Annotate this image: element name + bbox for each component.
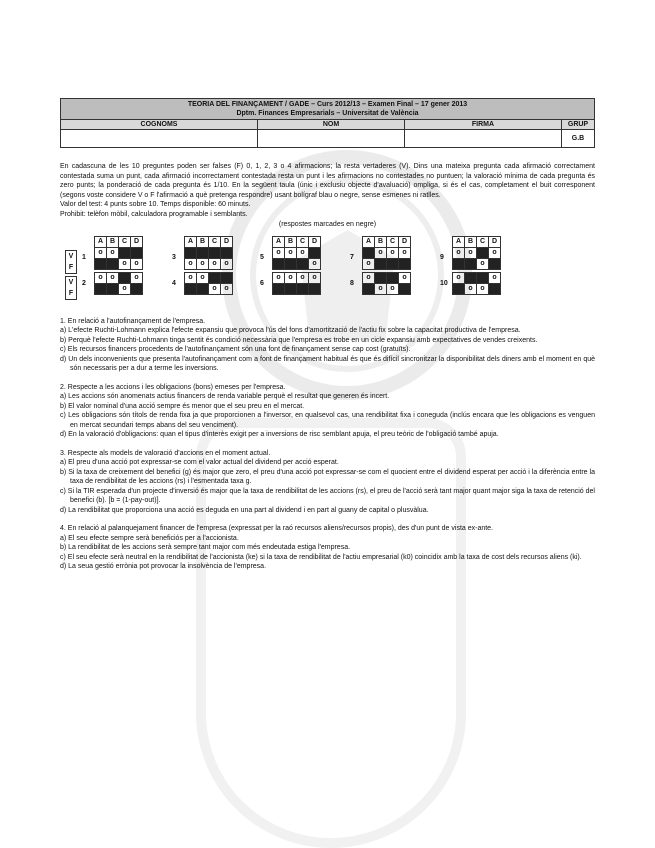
question-number-4: 4 (172, 279, 176, 287)
col-grup: GRUP (562, 120, 595, 130)
answer-bubble[interactable]: o (453, 247, 465, 258)
answer-bubble[interactable]: o (273, 272, 285, 283)
column-header: A (453, 236, 465, 247)
answer-bubble[interactable] (375, 258, 387, 269)
question-number-10: 10 (440, 279, 448, 287)
column-header: A (185, 236, 197, 247)
instructions (60, 162, 595, 230)
answer-table-1 (94, 236, 143, 270)
answer-bubble[interactable] (309, 283, 321, 294)
column-header: A (363, 236, 375, 247)
column-header: C (387, 236, 399, 247)
answer-bubble[interactable]: o (399, 272, 411, 283)
answer-bubble[interactable]: o (119, 258, 131, 269)
answer-bubble[interactable] (209, 247, 221, 258)
question-number-6: 6 (260, 279, 264, 287)
answer-table-7 (362, 236, 411, 270)
answer-grid (60, 236, 595, 308)
answer-bubble[interactable] (309, 247, 321, 258)
answer-table-9 (452, 236, 501, 270)
answer-bubble[interactable]: o (489, 247, 501, 258)
column-header: A (95, 236, 107, 247)
answer-bubble[interactable] (465, 258, 477, 269)
answer-bubble[interactable] (453, 283, 465, 294)
answer-bubble[interactable] (363, 283, 375, 294)
answer-bubble[interactable]: o (131, 258, 143, 269)
col-firma: FIRMA (405, 120, 562, 130)
statement-d: d) La seua gestió errònia pot provocar la insolvència de l'empresa. (60, 563, 267, 570)
answer-bubble[interactable] (95, 258, 107, 269)
col-cognoms: COGNOMS (61, 120, 258, 130)
statement-b: b) La rendibilitat de les accions serà sempre tant major com més endeutada estiga l'empresa. (60, 544, 351, 551)
question-stem: 1. En relació a l'autofinançament de l'empresa. (60, 317, 206, 325)
answer-bubble[interactable] (477, 272, 489, 283)
answer-bubble[interactable] (107, 283, 119, 294)
answer-table-10 (452, 272, 501, 295)
test-value: Valor del test: 4 punts sobre 10. Temps disponible: 60 minuts. (60, 201, 251, 208)
answer-bubble[interactable]: o (285, 272, 297, 283)
exam-title-cell (61, 99, 595, 120)
question-stem: 2. Respecte a les accions i les obligacions (bons) emeses per l'empresa. (60, 383, 286, 391)
statement-a: a) El seu efecte sempre serà beneficiós per a l'accionista. (60, 534, 239, 542)
questions-section (60, 317, 595, 572)
answer-bubble[interactable] (399, 283, 411, 294)
column-header: B (285, 236, 297, 247)
answer-bubble[interactable]: o (387, 247, 399, 258)
answer-bubble[interactable] (185, 283, 197, 294)
answer-table-8 (362, 272, 411, 295)
answer-bubble[interactable] (489, 258, 501, 269)
answer-bubble[interactable]: o (197, 272, 209, 283)
answer-bubble[interactable] (221, 247, 233, 258)
answer-bubble[interactable]: o (387, 283, 399, 294)
answers-note: (respostes marcades en negre) (278, 221, 377, 228)
answer-bubble[interactable]: o (399, 247, 411, 258)
question-1 (60, 317, 595, 374)
answer-bubble[interactable]: o (185, 272, 197, 283)
statement-d: d) Un dels inconvenients que presenta l'autofinançament com a font de finançament habitual és que és difícil sincronitzar la disponibilitat dels diners amb el moment en què són necessaris per a dur a terme les inversions. (60, 355, 595, 372)
f-label: F (68, 263, 74, 271)
answer-bubble[interactable] (375, 272, 387, 283)
question-2 (60, 383, 595, 440)
answer-bubble[interactable]: o (95, 247, 107, 258)
answer-bubble[interactable]: o (363, 258, 375, 269)
question-number-5: 5 (260, 253, 264, 261)
answer-table-5 (272, 236, 321, 270)
statement-c: c) El seu efecte serà neutral en la rendibilitat de l'accionista (ke) si la taxa de rendibilitat de l'actiu empresarial (k0) coincidix amb la taxa de cost dels recursos aliens (ki). (60, 553, 582, 561)
grup-value: G.B (562, 130, 595, 148)
answer-bubble[interactable]: o (375, 247, 387, 258)
answer-bubble[interactable]: o (297, 272, 309, 283)
answer-bubble[interactable] (387, 258, 399, 269)
answer-bubble[interactable]: o (309, 272, 321, 283)
answer-bubble[interactable]: o (453, 272, 465, 283)
answer-bubble[interactable] (273, 283, 285, 294)
exam-title: TEORIA DEL FINANÇAMENT / GADE – Curs 2012/13 – Examen Final – 17 gener 2013 (187, 101, 468, 108)
answer-bubble[interactable]: o (375, 283, 387, 294)
statement-a: a) L'efecte Ruchti-Lohmann explica l'efecte expansiu que provoca l'ús del fons d'amortització de l'actiu fix sobre la capacitat productiva de l'empresa. (60, 327, 521, 334)
exam-header-table (60, 98, 595, 148)
answer-bubble[interactable] (273, 258, 285, 269)
question-stem: 4. En relació al palanquejament financer de l'empresa (expressat per la raó recursos aliens/recursos propis), des d'un punt de vista ex-ante. (60, 525, 494, 532)
answer-bubble[interactable] (285, 258, 297, 269)
answer-bubble[interactable] (453, 258, 465, 269)
answer-bubble[interactable]: o (285, 247, 297, 258)
answer-bubble[interactable] (119, 247, 131, 258)
answer-bubble[interactable] (285, 283, 297, 294)
question-3 (60, 449, 595, 516)
answer-bubble[interactable]: o (209, 283, 221, 294)
statement-a: a) Les accions són anomenats actius financers de renda variable perquè el resultat que generen és incert. (60, 393, 390, 400)
answer-bubble[interactable] (399, 258, 411, 269)
vf-label-top (65, 250, 77, 274)
answer-bubble[interactable]: o (107, 247, 119, 258)
column-header: B (107, 236, 119, 247)
answer-bubble[interactable]: o (131, 272, 143, 283)
column-header: B (465, 236, 477, 247)
column-header: C (209, 236, 221, 247)
answer-bubble[interactable]: o (477, 258, 489, 269)
column-header: B (375, 236, 387, 247)
answer-bubble[interactable]: o (273, 247, 285, 258)
statement-a: a) El preu d'una acció pot expressar-se com el valor actual del dividend per acció esperat. (60, 459, 339, 466)
answer-bubble[interactable] (131, 247, 143, 258)
column-header: A (273, 236, 285, 247)
col-nom: NOM (258, 120, 405, 130)
answer-bubble[interactable]: o (119, 283, 131, 294)
answer-table-4 (184, 272, 233, 295)
prohibited-items: Prohibit: telèfon mòbil, calculadora programable i semblants. (60, 210, 248, 218)
answer-bubble[interactable] (297, 258, 309, 269)
statement-b: b) Perquè l'efecte Ruchti-Lohmann tinga sentit és condició necessària que l'empresa es trobe en un cicle expansiu amb expectatives de vendes creixents. (60, 336, 538, 344)
statement-d: d) En la valoració d'obligacions: quan el tipus d'interès exigit per a inversions de risc semblant apuja, el preu teòric de l'obligació també apuja. (60, 431, 499, 438)
question-number-3: 3 (172, 253, 176, 261)
answer-table-2 (94, 272, 143, 295)
instructions-paragraph: En cadascuna de les 10 preguntes poden ser falses (F) 0, 1, 2, 3 o 4 afirmacions; la resta vertaderes (V). Dins una mateixa pregunta cada afirmació correctament contestada suma un punt, cada afirmació incorrectament contestada resta un punt i les afirmacions no contestades no puntuen; la valoració mínima de cada pregunta és zero punts; la ponderació de cada pregunta és 1/10. En la següent taula (únic i exclusiu objecte d'avaluació) ompliga, si és el cas, completament el buit corresponent (segons voste considere V o F l'afirmació a què pretenga respondre) usant bolígraf blau o negre, sense esmenes ni ratlles. (60, 163, 595, 199)
statement-c: c) Els recursos financers procedents de l'autofinançament són una font de finançament sense cap cost (gratuïts). (60, 346, 411, 353)
answer-table-6 (272, 272, 321, 295)
statement-b: b) Si la taxa de creixement del benefici (g) és major que zero, el preu d'una acció pot expressar-se com el quocient entre el dividend esperat per acció i la diferència entre la taxa de rendibilitat de les accions (rs) i l'esmentada taxa g. (60, 468, 595, 485)
column-header: D (131, 236, 143, 247)
answer-bubble[interactable] (489, 283, 501, 294)
answer-bubble[interactable] (363, 247, 375, 258)
answer-bubble[interactable]: o (477, 283, 489, 294)
cognoms-field[interactable] (61, 130, 258, 148)
column-header: C (477, 236, 489, 247)
answer-bubble[interactable]: o (221, 283, 233, 294)
f-label: F (68, 289, 74, 297)
column-header: C (119, 236, 131, 247)
answer-bubble[interactable] (107, 258, 119, 269)
answer-table-3 (184, 236, 233, 270)
answer-bubble[interactable] (297, 283, 309, 294)
column-header: B (197, 236, 209, 247)
answer-bubble[interactable] (185, 247, 197, 258)
answer-bubble[interactable]: o (221, 258, 233, 269)
nom-field[interactable] (258, 130, 405, 148)
exam-page (60, 98, 595, 572)
column-header: D (309, 236, 321, 247)
answer-bubble[interactable] (119, 272, 131, 283)
question-number-9: 9 (440, 253, 444, 261)
answer-bubble[interactable]: o (107, 272, 119, 283)
column-header: C (297, 236, 309, 247)
question-number-2: 2 (82, 279, 86, 287)
v-label: V (68, 278, 74, 286)
answer-bubble[interactable]: o (465, 283, 477, 294)
column-header: D (489, 236, 501, 247)
column-header: D (221, 236, 233, 247)
question-number-7: 7 (350, 253, 354, 261)
answer-bubble[interactable]: o (185, 258, 197, 269)
statement-c: c) Si la TIR esperada d'un projecte d'inversió és major que la taxa de rendibilitat de les accions (rs), el preu de l'acció serà tant major quant major siga la taxa de retenció del benefici (b). [b = (1-pay-out)]. (60, 487, 595, 504)
vf-label-bottom (65, 276, 77, 300)
answer-bubble[interactable] (197, 283, 209, 294)
answer-bubble[interactable] (209, 272, 221, 283)
answer-bubble[interactable]: o (95, 272, 107, 283)
answer-bubble[interactable] (465, 272, 477, 283)
answer-bubble[interactable]: o (363, 272, 375, 283)
statement-d: d) La rendibilitat que proporciona una acció es deguda en una part al dividend i en part al guany de capital o plusvàlua. (60, 506, 429, 514)
answer-bubble[interactable] (131, 283, 143, 294)
answer-bubble[interactable]: o (465, 247, 477, 258)
answer-bubble[interactable]: o (309, 258, 321, 269)
answer-bubble[interactable]: o (297, 247, 309, 258)
question-stem: 3. Respecte als models de valoració d'accions en el moment actual. (60, 449, 271, 457)
answer-bubble[interactable]: o (489, 272, 501, 283)
answer-bubble[interactable]: o (209, 258, 221, 269)
question-4 (60, 524, 595, 572)
exam-department: Dptm. Finances Empresarials – Universitat de València (236, 110, 419, 117)
answer-bubble[interactable]: o (197, 258, 209, 269)
answer-bubble[interactable] (197, 247, 209, 258)
statement-b: b) El valor nominal d'una acció sempre és menor que el seu preu en el mercat. (60, 402, 305, 410)
question-number-8: 8 (350, 279, 354, 287)
answer-bubble[interactable] (477, 247, 489, 258)
v-label: V (68, 252, 74, 260)
answer-bubble[interactable] (221, 272, 233, 283)
answer-bubble[interactable] (387, 272, 399, 283)
column-header: D (399, 236, 411, 247)
statement-c: c) Les obligacions són títols de renda fixa ja que proporcionen a l'inversor, en qualsevol cas, una rendibilitat fixa i coneguda (inclús encara que les obligacions es venguen en mercat secundari temps abans del seu venciment). (60, 412, 595, 429)
firma-field[interactable] (405, 130, 562, 148)
question-number-1: 1 (82, 253, 86, 261)
answer-bubble[interactable] (95, 283, 107, 294)
